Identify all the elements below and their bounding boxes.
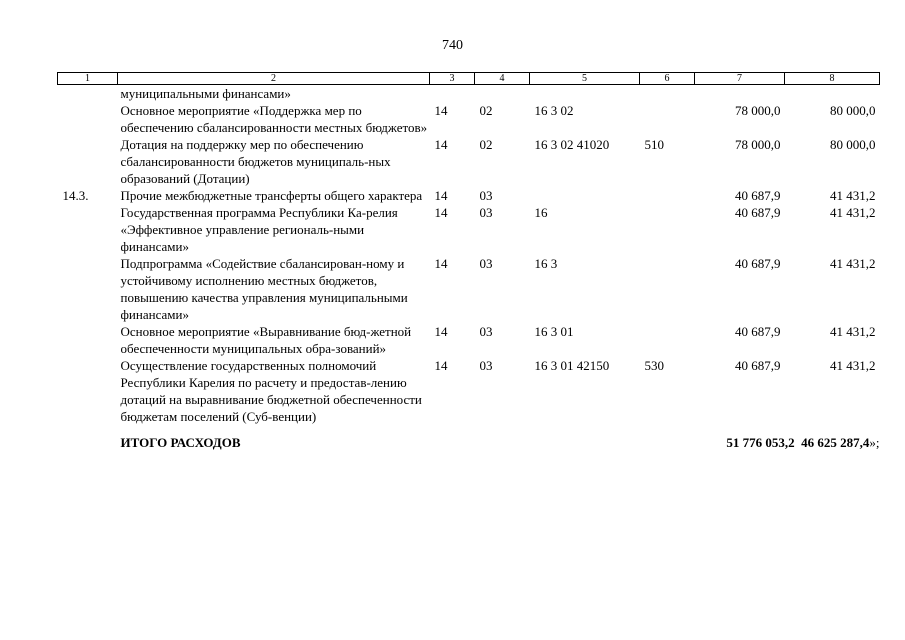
- row-subsection: 03: [479, 188, 493, 203]
- row-number: [58, 323, 118, 357]
- row-target-article: 16 3 01 42150: [534, 358, 610, 373]
- row-expense-type: [640, 187, 695, 204]
- row-sum-year-2: 41 431,2: [830, 256, 876, 271]
- table-row: [58, 187, 880, 204]
- row-target-article: 16: [534, 205, 548, 220]
- row-subsection: 02: [479, 103, 493, 118]
- row-subsection: 02: [479, 137, 493, 152]
- row-sum-year-2: [785, 85, 880, 103]
- total-empty: [475, 425, 530, 451]
- header-col-1: 1: [58, 73, 118, 85]
- total-empty: [640, 425, 695, 451]
- row-subsection: 03: [479, 358, 493, 373]
- row-name: Дотация на поддержку мер по обеспечению сбалансированности бюджетов муниципаль-ных образований (Дотации): [120, 137, 391, 186]
- row-sum-year-1: 40 687,9: [735, 205, 781, 220]
- header-col-3: 3: [430, 73, 475, 85]
- header-col-8: 8: [785, 73, 880, 85]
- row-section: 14: [434, 103, 448, 118]
- table-row: [58, 136, 880, 187]
- row-expense-type: [640, 204, 695, 255]
- table-header: [58, 73, 880, 85]
- row-sum-year-2: 80 000,0: [830, 103, 876, 118]
- row-target-article: 16 3 02 41020: [534, 137, 610, 152]
- table-body: [58, 85, 880, 452]
- row-name: Государственная программа Республики Ка-релия «Эффективное управление региональ-ными финансами»: [120, 205, 398, 254]
- header-col-5: 5: [530, 73, 640, 85]
- row-name: Прочие межбюджетные трансферты общего характера: [120, 188, 423, 203]
- row-name: Подпрограмма «Содействие сбалансирован-ному и устойчивому исполнению местных бюджетов, повышению качества управления муниципальными финансами»: [120, 256, 408, 322]
- row-sum-year-2: 41 431,2: [830, 205, 876, 220]
- row-subsection: 03: [479, 256, 493, 271]
- row-section: 14: [434, 324, 448, 339]
- row-subsection: [475, 85, 530, 103]
- row-name: Основное мероприятие «Поддержка мер по обеспечению сбалансированности местных бюджетов»: [120, 103, 428, 135]
- row-section: [430, 85, 475, 103]
- row-sum-year-2: 41 431,2: [830, 358, 876, 373]
- row-name: муниципальными финансами»: [120, 86, 291, 101]
- row-expense-type: [640, 85, 695, 103]
- total-empty: [530, 425, 640, 451]
- row-number: [58, 85, 118, 103]
- row-expense-type: [640, 323, 695, 357]
- row-sum-year-1: 40 687,9: [735, 188, 781, 203]
- table-row: [58, 357, 880, 425]
- row-target-article: 16 3 01: [534, 324, 574, 339]
- row-expense-type: 510: [644, 137, 664, 152]
- row-name: Основное мероприятие «Выравнивание бюд-жетной обеспеченности муниципальных обра-зований»: [120, 324, 412, 356]
- row-target-article: [530, 85, 640, 103]
- row-number: 14.3.: [62, 188, 89, 203]
- row-sum-year-1: 78 000,0: [735, 103, 781, 118]
- row-sum-year-1: [695, 85, 785, 103]
- total-row: [58, 425, 880, 451]
- row-number: [58, 357, 118, 425]
- row-section: 14: [434, 188, 448, 203]
- row-expense-type: [640, 255, 695, 323]
- row-sum-year-1: 40 687,9: [735, 358, 781, 373]
- row-subsection: 03: [479, 324, 493, 339]
- header-col-2: 2: [118, 73, 430, 85]
- row-sum-year-1: 40 687,9: [735, 324, 781, 339]
- row-name: Осуществление государственных полномочий Республики Карелия по расчету и предостав-лению дотаций на выравнивание бюджетной обеспеченности бюджетам поселений (Суб-венции): [120, 358, 422, 424]
- row-number: [58, 102, 118, 136]
- total-empty: [430, 425, 475, 451]
- row-sum-year-1: 40 687,9: [735, 256, 781, 271]
- header-row: [58, 73, 880, 85]
- table-row: [58, 204, 880, 255]
- row-target-article: 16 3 02: [534, 103, 574, 118]
- row-section: 14: [434, 358, 448, 373]
- row-sum-year-2: 80 000,0: [830, 137, 876, 152]
- total-empty: [58, 425, 118, 451]
- row-sum-year-2: 41 431,2: [830, 324, 876, 339]
- header-col-7: 7: [695, 73, 785, 85]
- row-number: [58, 204, 118, 255]
- table-row: [58, 255, 880, 323]
- row-subsection: 03: [479, 205, 493, 220]
- total-sum-year-2: 46 625 287,4: [801, 435, 870, 450]
- table-row: [58, 102, 880, 136]
- total-sums: [695, 425, 880, 451]
- row-section: 14: [434, 205, 448, 220]
- total-sum-year-1: 51 776 053,2: [726, 435, 795, 450]
- page-number: 740: [442, 38, 463, 53]
- total-label: ИТОГО РАСХОДОВ: [120, 435, 241, 450]
- row-expense-type: [640, 102, 695, 136]
- total-closing-quote: »;: [869, 435, 880, 450]
- row-sum-year-1: 78 000,0: [735, 137, 781, 152]
- row-target-article: [530, 187, 640, 204]
- budget-table: [57, 72, 880, 451]
- row-number: [58, 136, 118, 187]
- row-section: 14: [434, 256, 448, 271]
- row-sum-year-2: 41 431,2: [830, 188, 876, 203]
- row-section: 14: [434, 137, 448, 152]
- table-row: [58, 323, 880, 357]
- row-number: [58, 255, 118, 323]
- row-target-article: 16 3: [534, 256, 558, 271]
- table-row: [58, 85, 880, 103]
- row-expense-type: 530: [644, 358, 664, 373]
- header-col-4: 4: [475, 73, 530, 85]
- header-col-6: 6: [640, 73, 695, 85]
